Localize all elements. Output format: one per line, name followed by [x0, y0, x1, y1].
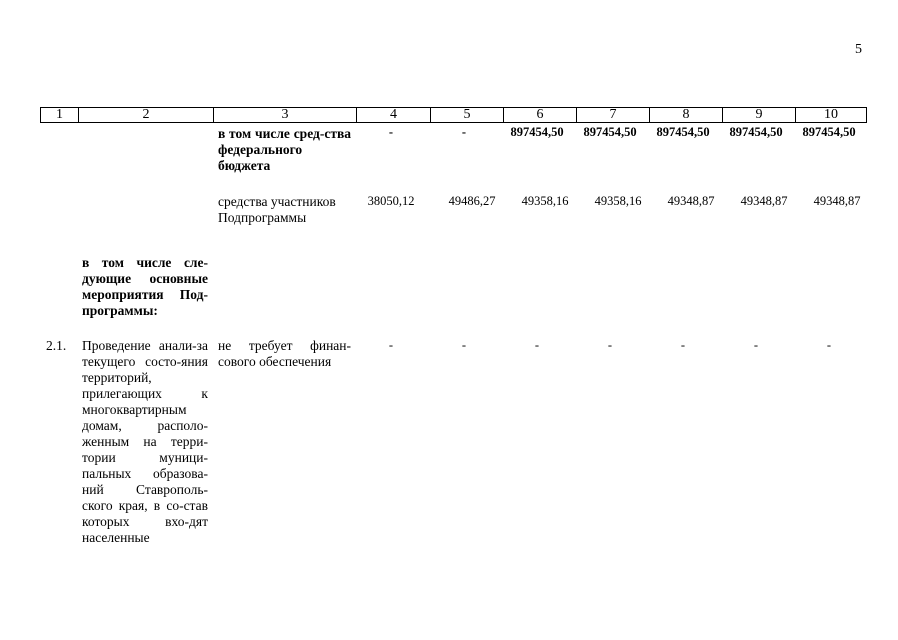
value-cell: 49486,27 — [448, 194, 496, 208]
row-label-participants-funds: средства участников Подпрограммы — [218, 194, 336, 225]
value-cell: 49358,16 — [521, 194, 569, 208]
value-cell: 49358,16 — [594, 194, 642, 208]
value-cell: 897454,50 — [802, 125, 856, 139]
column-number: 9 — [723, 108, 796, 123]
value-cell: 49348,87 — [740, 194, 788, 208]
value-cell: - — [826, 338, 832, 352]
value-cell: 38050,12 — [367, 194, 415, 208]
value-cell: - — [461, 338, 467, 352]
value-cell: 897454,50 — [583, 125, 637, 139]
item-funding-note: не требует финан-сового обеспечения — [218, 338, 351, 369]
value-cell: 49348,87 — [667, 194, 715, 208]
value-cell: - — [753, 338, 759, 352]
value-cell: 897454,50 — [729, 125, 783, 139]
column-number: 3 — [214, 108, 357, 123]
column-number: 1 — [41, 108, 79, 123]
value-cell: - — [534, 338, 540, 352]
column-number: 5 — [431, 108, 504, 123]
column-number: 4 — [357, 108, 431, 123]
column-number: 6 — [504, 108, 577, 123]
column-number: 7 — [577, 108, 650, 123]
column-number-header — [40, 107, 867, 123]
value-cell: - — [461, 125, 467, 139]
row-label-main-activities: в том числе сле-дующие основные мероприятия Под-программы: — [82, 255, 208, 318]
value-cell: 49348,87 — [813, 194, 861, 208]
column-number: 2 — [79, 108, 214, 123]
value-cell: - — [680, 338, 686, 352]
column-number: 8 — [650, 108, 723, 123]
column-number: 10 — [796, 108, 867, 123]
item-description: Проведение анали-за текущего состо-яния территорий, прилегающих к многоквартирным домам, располо-женным на терри-тории муници-пальных образова-ний Ставрополь-ского края, в со-став которых вхо-дят населенные — [82, 338, 208, 545]
row-label-federal-budget: в том числе сред-ства федерального бюджета — [218, 126, 351, 173]
value-cell: 897454,50 — [510, 125, 564, 139]
value-cell: - — [388, 338, 394, 352]
value-cell: - — [388, 125, 394, 139]
value-cell: - — [607, 338, 613, 352]
item-number: 2.1. — [46, 338, 67, 353]
page-number: 5 — [855, 42, 862, 57]
value-cell: 897454,50 — [656, 125, 710, 139]
